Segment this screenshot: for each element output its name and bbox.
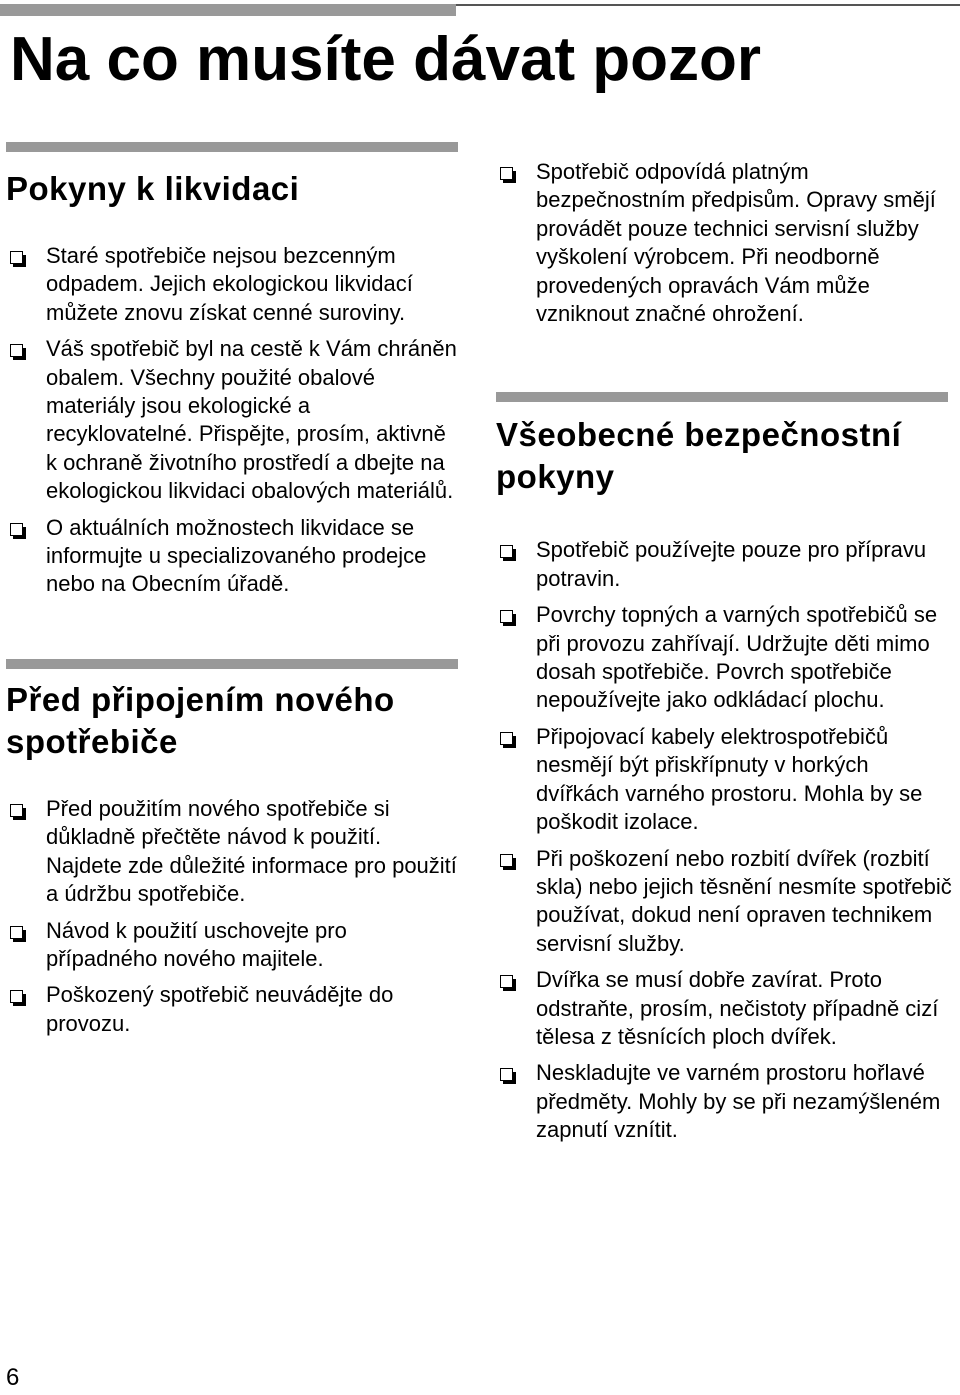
list-item <box>496 601 956 715</box>
header-rule <box>0 4 456 16</box>
section-rule <box>6 142 458 152</box>
list-item <box>6 335 458 505</box>
list-item-text: Povrchy topných a varných spotřebičů se při provozu zahřívají. Udržujte děti mimo dosah spotřebiče. Povrch spotřebiče nepoužívejte jako odkládací plochu. <box>536 602 938 713</box>
checkbox-icon <box>500 854 513 867</box>
checkbox-icon <box>10 344 23 357</box>
list-item <box>496 158 956 328</box>
list-item-text: O aktuálních možnostech likvidace se informujte u specializovaného prodejce nebo na Obecním úřadě. <box>46 514 427 597</box>
checkbox-icon <box>500 545 513 558</box>
checkbox-icon <box>10 990 23 1003</box>
list-item-text: Spotřebič odpovídá platným bezpečnostním předpisům. Opravy smějí provádět pouze technici servisní služby vyškolení výrobcem. Při neodborně provedených opravách Vám může vzniknout značné ohrožení. <box>536 159 936 327</box>
right-column <box>496 158 956 1153</box>
list-item-text: Připojovací kabely elektrospotřebičů nesmějí být přiskřípnuty v horkých dvířkách varného prostoru. Mohla by se poškodit izolace. <box>536 723 923 835</box>
page-number: 6 <box>6 1364 20 1391</box>
checkbox-icon <box>500 610 513 623</box>
general-safety-list <box>496 536 956 1144</box>
before-connecting-list <box>6 795 458 1038</box>
list-item-text: Poškozený spotřebič neuvádějte do provozu. <box>46 982 394 1036</box>
checkbox-icon <box>500 167 513 180</box>
section-rule <box>6 659 458 669</box>
checkbox-icon <box>500 732 513 745</box>
disposal-list <box>6 242 458 599</box>
list-item <box>6 795 458 909</box>
list-item-text: Při poškození nebo rozbití dvířek (rozbití skla) nebo jejich těsnění nesmíte spotřebič používat, dokud není opraven technikem servisní služby. <box>536 845 952 956</box>
list-item <box>6 242 458 327</box>
list-item <box>496 536 956 593</box>
list-item-text: Váš spotřebič byl na cestě k Vám chráněn obalem. Všechny použité obalové materiály jsou ekologické a recyklovatelné. Přispějte, prosím, aktivně k ochraně životního prostředí a dbejte na ekologickou likvidaci obalových materiálů. <box>46 336 457 504</box>
page-title: Na co musíte dávat pozor <box>10 25 762 94</box>
list-item-text: Staré spotřebiče nejsou bezcenným odpadem. Jejich ekologickou likvidací můžete znovu získat cenné suroviny. <box>46 243 413 325</box>
section-title-disposal: Pokyny k likvidaci <box>6 170 300 207</box>
list-item-text: Návod k použití uschovejte pro případného nového majitele. <box>46 917 347 971</box>
list-item <box>496 1059 956 1144</box>
list-item <box>6 917 458 974</box>
checkbox-icon <box>10 804 23 817</box>
section-rule <box>496 392 948 402</box>
section-title-before-connecting: Před připojením nového spotřebiče <box>6 680 395 760</box>
checkbox-icon <box>500 1068 513 1081</box>
list-item <box>496 723 956 837</box>
safety-intro-list <box>496 158 956 328</box>
checkbox-icon <box>10 251 23 264</box>
list-item-text: Spotřebič používejte pouze pro přípravu potravin. <box>536 537 927 591</box>
checkbox-icon <box>10 523 23 536</box>
list-item <box>6 514 458 599</box>
list-item-text: Neskladujte ve varném prostoru hořlavé předměty. Mohly by se při nezamýšleném zapnutí vznítit. <box>536 1060 941 1143</box>
section-title-general-safety: Všeobecné bezpečnostní pokyny <box>496 416 902 496</box>
list-item <box>6 981 458 1038</box>
checkbox-icon <box>500 975 513 988</box>
list-item <box>496 845 956 959</box>
list-item <box>496 966 956 1051</box>
checkbox-icon <box>10 926 23 939</box>
list-item-text: Před použitím nového spotřebiče si důkladně přečtěte návod k použití. Najdete zde důležité informace pro použití a údržbu spotřebiče. <box>46 795 457 907</box>
list-item-text: Dvířka se musí dobře zavírat. Proto odstraňte, prosím, nečistoty případně cizí tělesa z těsnících ploch dvířek. <box>536 967 939 1049</box>
left-column <box>6 142 458 1046</box>
header-rule-thin <box>456 4 960 6</box>
